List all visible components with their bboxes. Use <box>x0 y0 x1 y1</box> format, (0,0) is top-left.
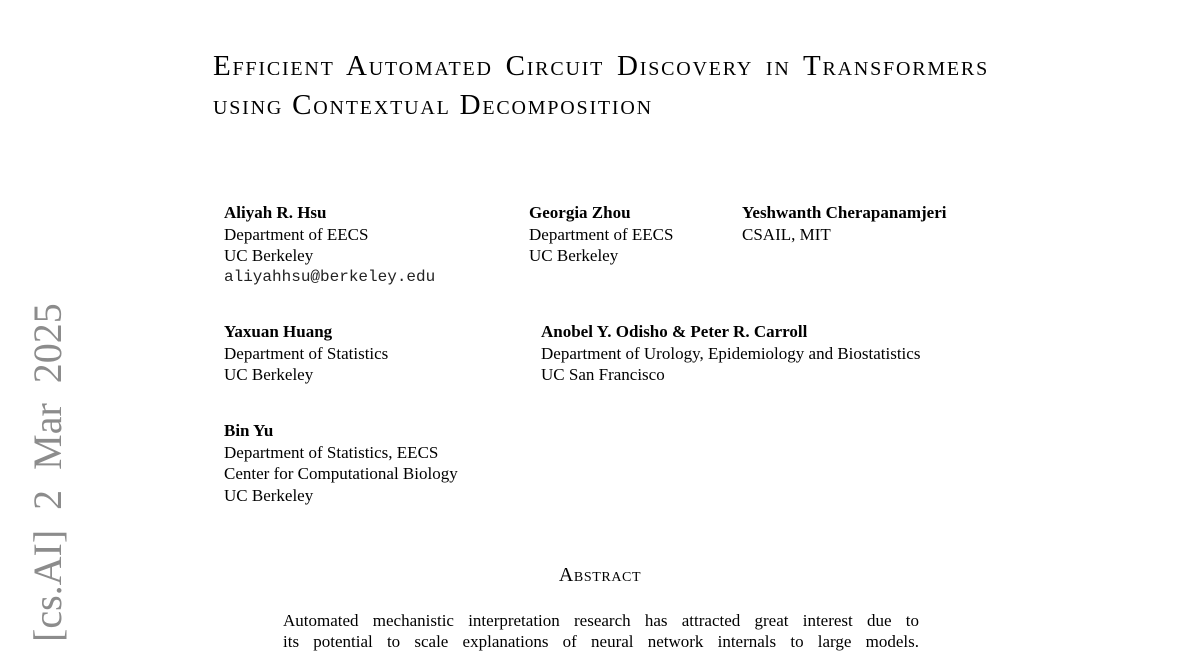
author-email[interactable]: aliyahhsu@berkeley.edu <box>224 267 436 286</box>
author-affiliation: Center for Computational Biology <box>224 464 458 483</box>
author-block-zhou <box>529 202 673 267</box>
abstract-body <box>283 610 919 652</box>
abstract-heading: Abstract <box>558 564 642 586</box>
author-name: Georgia Zhou <box>529 203 631 222</box>
abstract-line: its potential to scale explanations of neural network internals to large models. <box>283 632 919 651</box>
author-block-odisho-carroll <box>541 321 920 386</box>
author-name: Bin Yu <box>224 421 274 440</box>
author-affiliation: Department of Statistics, EECS <box>224 442 439 462</box>
arxiv-identifier-stamp: [cs.AI] 2 Mar 2025 <box>25 303 70 642</box>
author-affiliation: Department of Statistics <box>224 343 389 363</box>
author-name: Yeshwanth Cherapanamjeri <box>742 203 947 222</box>
paper-title: Efficient Automated Circuit Discovery in Transformers using Contextual Decomposition <box>213 50 989 121</box>
author-affiliation: CSAIL, MIT <box>742 224 831 244</box>
author-block-yu <box>224 420 458 506</box>
author-affiliation: Department of Urology, Epidemiology and Biostatistics <box>541 343 921 363</box>
author-name: Anobel Y. Odisho & Peter R. Carroll <box>541 322 808 341</box>
author-affiliation: UC Berkeley <box>224 365 314 384</box>
author-block-cherapanamjeri <box>742 202 946 245</box>
author-name: Aliyah R. Hsu <box>224 203 327 222</box>
abstract-line: Automated mechanistic interpretation research has attracted great interest due to <box>283 611 919 630</box>
author-affiliation: Department of EECS <box>224 224 369 244</box>
author-affiliation: UC Berkeley <box>224 246 314 265</box>
author-name: Yaxuan Huang <box>224 322 333 341</box>
author-affiliation: UC San Francisco <box>541 365 665 384</box>
author-affiliation: UC Berkeley <box>224 485 314 505</box>
author-block-hsu <box>224 202 435 288</box>
author-block-huang <box>224 321 388 386</box>
author-affiliation: Department of EECS <box>529 224 674 244</box>
author-affiliation: UC Berkeley <box>529 246 619 265</box>
